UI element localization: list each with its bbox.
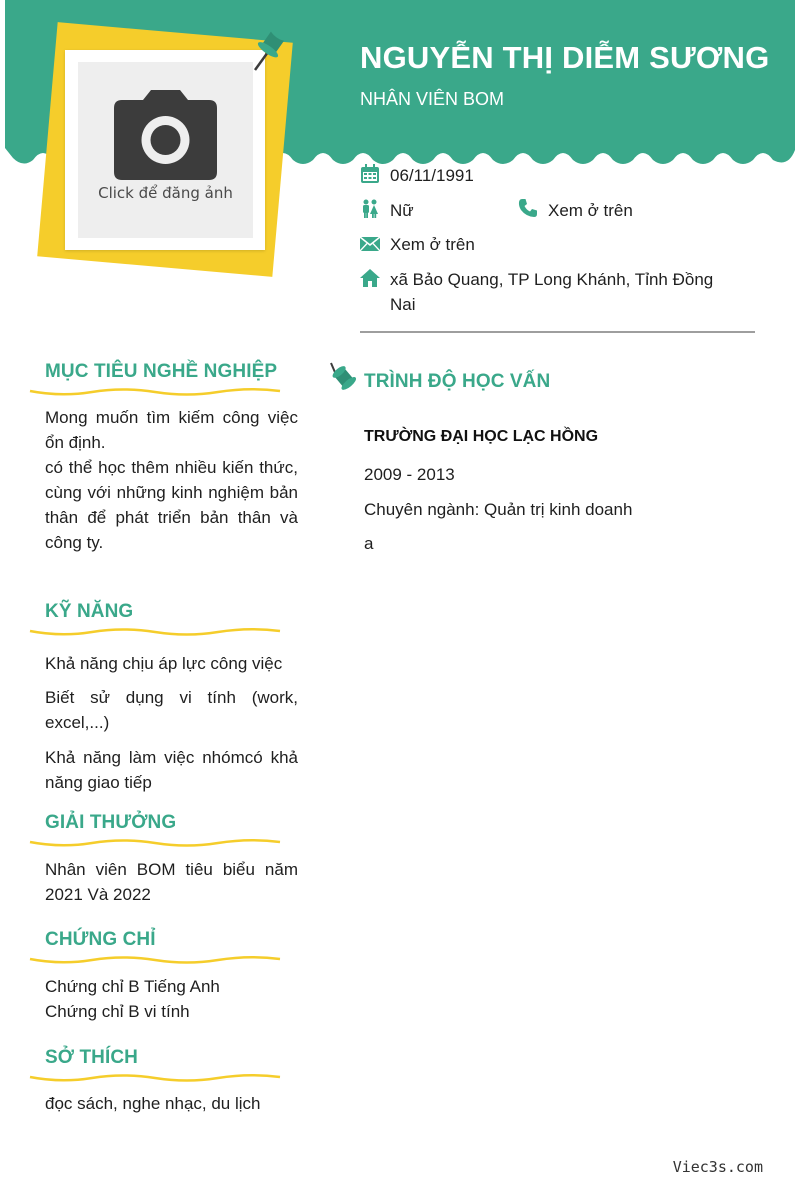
footer-brand: Viec3s.com	[672, 1158, 763, 1176]
hobbies-title: SỞ THÍCH	[45, 1047, 139, 1068]
camera-icon[interactable]	[113, 88, 218, 180]
school-name: TRƯỜNG ĐẠI HỌC LẠC HỒNG	[364, 428, 599, 445]
address-line-1: xã Bảo Quang, TP Long Khánh, Tỉnh Đồng	[390, 270, 714, 289]
section-underline	[28, 625, 282, 639]
job-title: NHÂN VIÊN BOM	[360, 89, 505, 109]
phone-icon	[518, 198, 538, 218]
skill-item: Khả năng chịu áp lực công việc	[45, 654, 283, 673]
pin-icon	[250, 26, 290, 72]
education-major: Chuyên ngành: Quản trị kinh doanh	[364, 500, 633, 519]
section-underline	[28, 953, 282, 967]
certificate-item: Chứng chỉ B vi tính	[45, 1002, 190, 1021]
education-note: a	[364, 534, 374, 553]
email-value: Xem ở trên	[390, 235, 475, 254]
home-icon	[360, 268, 380, 288]
header-divider	[360, 331, 755, 333]
section-underline	[28, 836, 282, 850]
address-line-2: Nai	[390, 295, 416, 314]
education-title: TRÌNH ĐỘ HỌC VẤN	[364, 371, 551, 392]
calendar-icon	[360, 164, 380, 184]
education-period: 2009 - 2013	[364, 465, 455, 484]
awards-text: Nhân viên BOM tiêu biểu năm 2021 Và 2022	[45, 860, 298, 904]
gender-icon	[360, 199, 380, 219]
awards-title: GIẢI THƯỞNG	[45, 812, 177, 833]
certificates-title: CHỨNG CHỈ	[45, 929, 156, 950]
birthday-value: 06/11/1991	[390, 166, 474, 185]
objective-text	[45, 405, 298, 555]
section-underline	[28, 1071, 282, 1085]
pin-icon	[328, 361, 356, 391]
hobbies-text: đọc sách, nghe nhạc, du lịch	[45, 1094, 261, 1113]
objective-line-1: Mong muốn tìm kiếm công việc ổn định.	[45, 408, 298, 452]
gender-value: Nữ	[390, 201, 414, 220]
skills-title: KỸ NĂNG	[45, 601, 134, 622]
candidate-name: NGUYỄN THỊ DIỄM SƯƠNG	[360, 40, 770, 75]
skill-item: Biết sử dụng vi tính (work, excel,...)	[45, 688, 298, 732]
section-underline	[28, 385, 282, 399]
objective-title: MỤC TIÊU NGHỀ NGHIỆP	[45, 361, 278, 382]
photo-upload-label[interactable]: Click để đăng ảnh	[98, 184, 233, 202]
phone-value: Xem ở trên	[548, 201, 633, 220]
email-icon	[360, 234, 380, 254]
skill-item: Khả năng làm việc nhómcó khả năng giao tiếp	[45, 748, 298, 792]
certificate-item: Chứng chỉ B Tiếng Anh	[45, 977, 220, 996]
objective-line-2: có thể học thêm nhiều kiến thức, cùng với những kinh nghiệm bản thân để phát triển bản thân và công ty.	[45, 458, 298, 552]
